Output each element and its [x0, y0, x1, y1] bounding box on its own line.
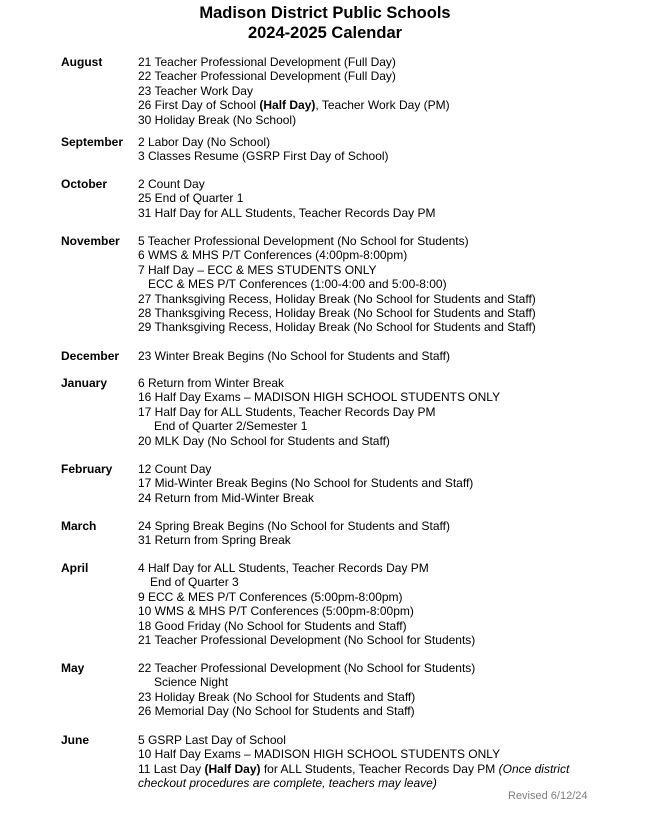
event-item: 26 Memorial Day (No School for Students and Staff): [138, 704, 415, 719]
events-september: [138, 135, 389, 164]
event-item: 6 WMS & MHS P/T Conferences (4:00pm-8:00pm): [138, 248, 408, 263]
revision-date: Revised 6/12/24: [508, 790, 588, 802]
event-item: 25 End of Quarter 1: [138, 191, 244, 206]
event-item: 17 Half Day for ALL Students, Teacher Records Day PM: [138, 404, 436, 419]
event-item: End of Quarter 2/Semester 1: [154, 419, 308, 434]
event-item: 10 Half Day Exams – MADISON HIGH SCHOOL STUDENTS ONLY: [138, 747, 501, 762]
events-may: [138, 661, 475, 719]
event-item: Science Night: [154, 675, 229, 690]
event-item: 24 Return from Mid-Winter Break: [138, 490, 315, 505]
event-note: (Once district checkout procedures are complete, teachers may leave): [138, 761, 570, 791]
event-emphasis: (Half Day): [259, 98, 316, 113]
event-item: 23 Winter Break Begins (No School for Students and Staff): [138, 349, 450, 363]
month-december: December: [61, 349, 120, 363]
event-item: 22 Teacher Professional Development (Full Day): [138, 69, 396, 84]
event-item: 10 WMS & MHS P/T Conferences (5:00pm-8:00pm): [138, 604, 414, 619]
event-text: , Teacher Work Day (PM): [315, 98, 450, 113]
event-item: 2 Count Day: [138, 177, 205, 191]
event-item: 28 Thanksgiving Recess, Holiday Break (No School for Students and Staff): [138, 305, 536, 320]
event-item: 29 Thanksgiving Recess, Holiday Break (No School for Students and Staff): [138, 320, 536, 335]
month-september: September: [61, 135, 124, 149]
events-march: [138, 519, 450, 548]
month-february: February: [61, 462, 113, 476]
event-item: 9 ECC & MES P/T Conferences (5:00pm-8:00pm): [138, 589, 403, 604]
month-march: March: [61, 519, 97, 533]
event-item: End of Quarter 3: [150, 575, 239, 590]
event-item: 5 Teacher Professional Development (No School for Students): [138, 234, 469, 248]
event-item: 23 Teacher Work Day: [138, 83, 253, 98]
event-item: 6 Return from Winter Break: [138, 376, 285, 390]
month-april: April: [61, 561, 89, 575]
event-item: [138, 762, 578, 791]
event-item: 21 Teacher Professional Development (No School for Students): [138, 632, 476, 647]
event-item: 23 Holiday Break (No School for Students and Staff): [138, 689, 416, 704]
events-june: [138, 733, 578, 791]
event-item: [138, 98, 450, 112]
events-february: [138, 462, 473, 505]
month-november: November: [61, 234, 120, 248]
month-october: October: [61, 177, 108, 191]
event-item: 30 Holiday Break (No School): [138, 112, 297, 127]
event-item: 31 Return from Spring Break: [138, 533, 291, 548]
month-may: May: [61, 661, 85, 675]
event-item: 2 Labor Day (No School): [138, 135, 271, 149]
event-item: 18 Good Friday (No School for Students and Staff): [138, 618, 407, 633]
events-november: [138, 234, 536, 335]
event-emphasis: (Half Day): [204, 761, 261, 776]
events-april: [138, 561, 475, 647]
events-august: [138, 55, 450, 127]
event-item: 5 GSRP Last Day of School: [138, 733, 286, 747]
events-january: [138, 376, 500, 448]
event-item: 3 Classes Resume (GSRP First Day of School): [138, 149, 389, 164]
event-item: 7 Half Day – ECC & MES STUDENTS ONLY: [138, 262, 377, 277]
event-item: 12 Count Day: [138, 462, 212, 476]
month-june: June: [61, 733, 90, 747]
document-title: Madison District Public Schools: [199, 4, 451, 22]
event-item: 20 MLK Day (No School for Students and Staff): [138, 433, 390, 448]
event-item: 31 Half Day for ALL Students, Teacher Records Day PM: [138, 205, 436, 220]
event-item: ECC & MES P/T Conferences (1:00-4:00 and 5:00-8:00): [148, 277, 447, 292]
event-item: 16 Half Day Exams – MADISON HIGH SCHOOL STUDENTS ONLY: [138, 390, 501, 405]
events-december: [138, 349, 450, 363]
document-subtitle: 2024-2025 Calendar: [247, 24, 403, 42]
event-text: for ALL Students, Teacher Records Day PM: [260, 761, 499, 776]
event-item: 22 Teacher Professional Development (No School for Students): [138, 661, 476, 675]
event-item: 27 Thanksgiving Recess, Holiday Break (No School for Students and Staff): [138, 291, 536, 306]
event-item: 21 Teacher Professional Development (Full Day): [138, 55, 396, 69]
event-item: 4 Half Day for ALL Students, Teacher Records Day PM: [138, 561, 429, 575]
events-october: [138, 177, 435, 220]
event-text: 11 Last Day: [138, 761, 205, 776]
month-august: August: [61, 55, 103, 69]
event-text: 26 First Day of School: [138, 98, 260, 113]
event-item: 24 Spring Break Begins (No School for Students and Staff): [138, 519, 450, 533]
event-item: 17 Mid-Winter Break Begins (No School for Students and Staff): [138, 476, 474, 491]
month-january: January: [61, 376, 108, 390]
